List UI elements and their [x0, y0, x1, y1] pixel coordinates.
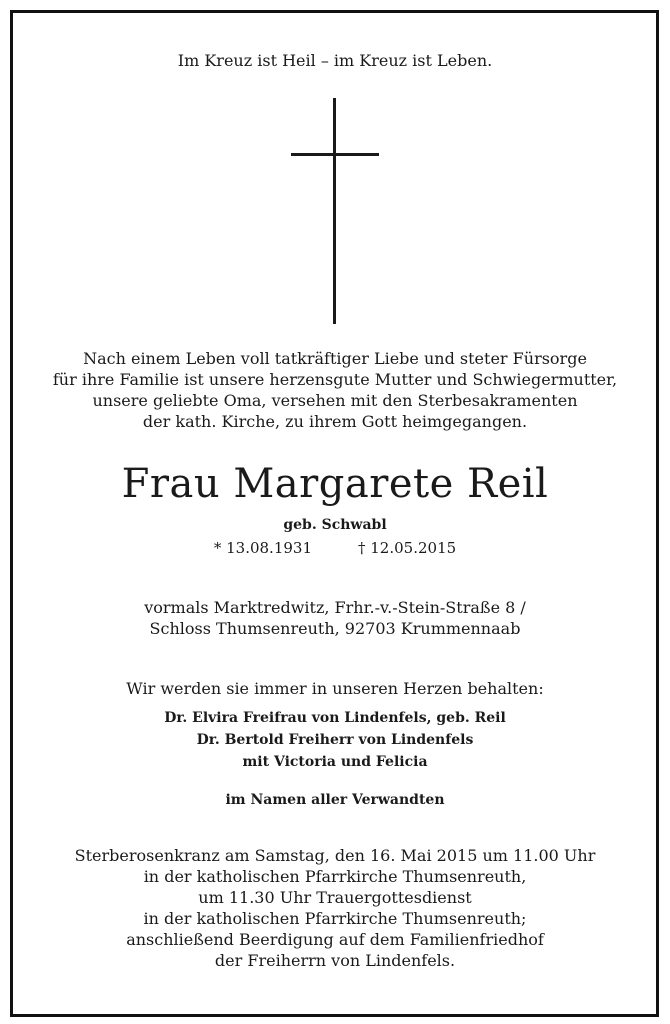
service-line: der Freiherrn von Lindenfels. — [214, 951, 456, 970]
mourners-list — [0, 707, 670, 773]
life-dates — [0, 538, 670, 558]
maiden-name: geb. Schwabl — [283, 517, 387, 533]
service-line: in der katholischen Pfarrkirche Thumsenreuth; — [143, 909, 527, 928]
hearts-line: Wir werden sie immer in unseren Herzen behalten: — [126, 679, 544, 698]
service-line: Sterberosenkranz am Samstag, den 16. Mai 2015 um 11.00 Uhr — [74, 846, 596, 865]
mourner-line: mit Victoria und Felicia — [242, 754, 428, 770]
service-line: anschließend Beerdigung auf dem Familienfriedhof — [126, 930, 544, 949]
address-text — [0, 597, 670, 639]
death-date: † 12.05.2015 — [358, 539, 457, 557]
service-line: um 11.30 Uhr Trauergottesdienst — [198, 888, 472, 907]
service-line: in der katholischen Pfarrkirche Thumsenreuth, — [143, 867, 527, 886]
on-behalf-line: im Namen aller Verwandten — [225, 792, 445, 808]
service-text — [0, 845, 670, 971]
motto-text: Im Kreuz ist Heil – im Kreuz ist Leben. — [177, 51, 493, 70]
mourner-line: Dr. Elvira Freifrau von Lindenfels, geb. Reil — [164, 710, 506, 726]
address-line: Schloss Thumsenreuth, 92703 Krummennaab — [149, 619, 521, 638]
intro-line: Nach einem Leben voll tatkräftiger Liebe und steter Fürsorge — [83, 349, 587, 368]
mourner-line: Dr. Bertold Freiherr von Lindenfels — [196, 732, 474, 748]
intro-line: für ihre Familie ist unsere herzensgute Mutter und Schwiegermutter, — [52, 370, 618, 389]
intro-text — [0, 348, 670, 432]
birth-date: * 13.08.1931 — [213, 539, 312, 557]
intro-line: unsere geliebte Oma, versehen mit den Sterbesakramenten — [92, 391, 578, 410]
intro-line: der kath. Kirche, zu ihrem Gott heimgegangen. — [142, 412, 528, 431]
deceased-name: Frau Margarete Reil — [121, 461, 549, 507]
address-line: vormals Marktredwitz, Frhr.-v.-Stein-Straße 8 / — [144, 598, 526, 617]
